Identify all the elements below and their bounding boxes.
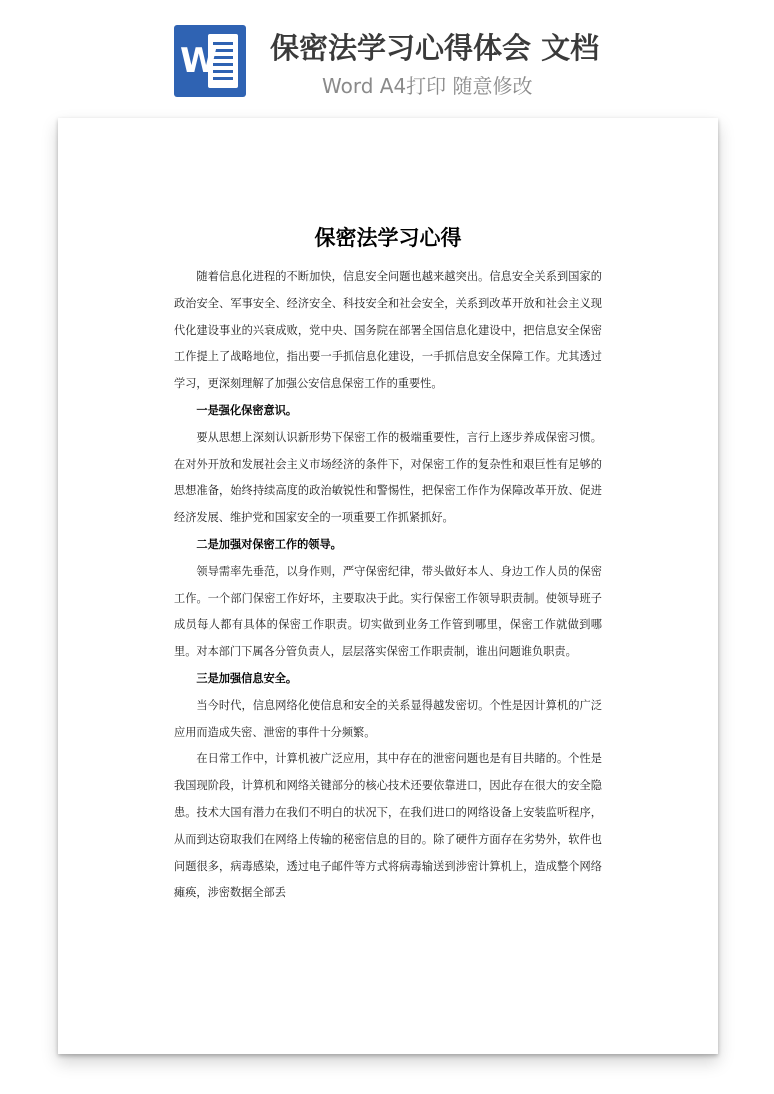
header-title: 保密法学习心得体会 文档 (270, 31, 600, 65)
paragraph: 随着信息化进程的不断加快，信息安全问题也越来越突出。信息安全关系到国家的政治安全、军事安全、经济安全、科技安全和社会安全，关系到改革开放和社会主义现代化建设事业的兴衰成败，党中央、国务院在部署全国信息化建设中，把信息安全保密工作提上了战略地位，指出要一手抓信息化建设，一手抓信息安全保障工作。尤其透过学习，更深刻理解了加强公安信息保密工作的重要性。 (174, 270, 602, 391)
paragraph: 当今时代，信息网络化使信息和安全的关系显得越发密切。个性是因计算机的广泛应用而造成失密、泄密的事件十分频繁。 (174, 698, 602, 739)
section-heading: 一是强化保密意识。 (196, 403, 298, 417)
section-heading: 三是加强信息安全。 (196, 671, 298, 685)
word-icon-letter: W (180, 41, 218, 81)
header-subtitle: Word A4打印 随意修改 (322, 74, 533, 98)
paragraph: 领导需率先垂范，以身作则，严守保密纪律，带头做好本人、身边工作人员的保密工作。一个部门保密工作好坏，主要取决于此。实行保密工作领导职责制。使领导班子成员每人都有具体的保密工作职责。切实做到业务工作管到哪里，保密工作就做到哪里。对本部门下属各分管负责人，层层落实保密工作职责制，谁出问题谁负职责。 (174, 564, 602, 659)
word-document-icon (174, 25, 246, 97)
document-title: 保密法学习心得 (314, 226, 462, 250)
document-page (58, 118, 718, 1054)
document-body (174, 264, 602, 907)
paragraph: 要从思想上深刻认识新形势下保密工作的极端重要性，言行上逐步养成保密习惯。在对外开放和发展社会主义市场经济的条件下，对保密工作的复杂性和艰巨性有足够的思想准备，始终持续高度的政治敏锐性和警惕性，把保密工作作为保障改革开放、促进经济发展、维护党和国家安全的一项重要工作抓紧抓好。 (174, 430, 602, 525)
preview-header (0, 0, 774, 110)
section-heading: 二是加强对保密工作的领导。 (196, 537, 342, 551)
paragraph: 在日常工作中，计算机被广泛应用，其中存在的泄密问题也是有目共睹的。个性是我国现阶段，计算机和网络关键部分的核心技术还要依靠进口，因此存在很大的安全隐患。技术大国有潜力在我们不明白的状况下，在我们进口的网络设备上安装监听程序，从而到达窃取我们在网络上传输的秘密信息的目的。除了硬件方面存在劣势外，软件也问题很多，病毒感染，透过电子邮件等方式将病毒输送到涉密计算机上，造成整个网络瘫痪，涉密数据全部丢 (174, 752, 602, 900)
